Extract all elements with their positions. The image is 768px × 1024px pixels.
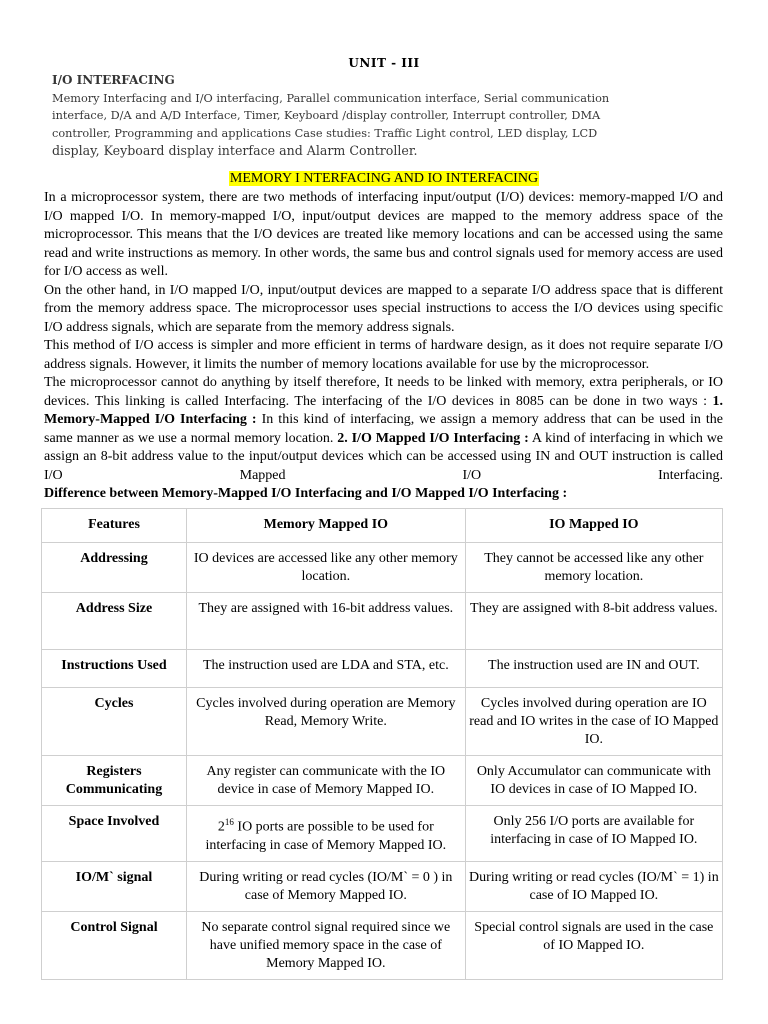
syllabus-heading: I/O INTERFACING xyxy=(52,73,175,87)
table-row xyxy=(42,650,723,688)
memory-mapped-cell: The instruction used are LDA and STA, etc. xyxy=(186,650,465,688)
memory-mapped-cell: IO devices are accessed like any other memory location. xyxy=(186,543,465,593)
paragraph-2: On the other hand, in I/O mapped I/O, input/output devices are mapped to a separate I/O address space that is different from the memory address space. The microprocessor uses special instructions to access the I/O devices using specific I/O address signals, which are separate from the memory address signals. xyxy=(44,282,723,335)
feature-cell: Instructions Used xyxy=(42,650,187,688)
paragraph-4-intro: The microprocessor cannot do anything by itself therefore, It needs to be linked with memory, extra peripherals, or IO devices. This linking is called Interfacing. The interfacing of the I/O devices in 8085 can be done in two ways : xyxy=(44,375,723,409)
syllabus-block xyxy=(52,72,642,161)
feature-cell: Control Signal xyxy=(42,911,187,979)
paragraph-4 xyxy=(44,374,723,485)
feature-cell: Space Involved xyxy=(42,806,187,862)
table-row xyxy=(42,911,723,979)
io-mapped-term: 2. I/O Mapped I/O Interfacing : xyxy=(337,430,529,446)
memory-mapped-cell xyxy=(186,806,465,862)
header-io-mapped: IO Mapped IO xyxy=(465,509,722,543)
feature-cell: Cycles xyxy=(42,688,187,756)
io-mapped-desc: A kind of interfacing in which we assign an 8-bit address value to the input/output devices which can be accessed using IN and OUT instruction is called I/O Mapped I/O Interfacing. xyxy=(44,430,724,483)
paragraph-1: In a microprocessor system, there are two methods of interfacing input/output (I/O) devices: memory-mapped I/O and I/O mapped I/O. In memory-mapped I/O, input/output devices are mapped to the memory address space of the microprocessor. This means that the I/O devices are treated like memory locations and can be accessed using the same read and write instructions as memory. In other words, the same bus and control signals used for memory access are used for I/O access as well. xyxy=(44,190,723,279)
io-mapped-cell: The instruction used are IN and OUT. xyxy=(465,650,722,688)
header-memory-mapped: Memory Mapped IO xyxy=(186,509,465,543)
io-mapped-cell: Only Accumulator can communicate with IO devices in case of IO Mapped IO. xyxy=(465,756,722,806)
memory-mapped-cell: Any register can communicate with the IO device in case of Memory Mapped IO. xyxy=(186,756,465,806)
memory-mapped-cell: Cycles involved during operation are Memory Read, Memory Write. xyxy=(186,688,465,756)
unit-title: UNIT - III xyxy=(348,56,420,70)
table-row xyxy=(42,593,723,650)
syllabus-text: Memory Interfacing and I/O interfacing, Parallel communication interface, Serial communication interface, D/A and A/D Interface, Timer, Keyboard /display controller, Interrupt controller, DMA controller, Programming and applications Case studies: Traffic Light control, LED display, LCD xyxy=(52,91,610,140)
io-mapped-cell: During writing or read cycles (IO/M` = 1) in case of IO Mapped IO. xyxy=(465,861,722,911)
table-row xyxy=(42,688,723,756)
memory-mapped-cell: No separate control signal required since we have unified memory space in the case of Memory Mapped IO. xyxy=(186,911,465,979)
section-title-highlight: MEMORY I NTERFACING AND IO INTERFACING xyxy=(229,171,539,186)
paragraph-3: This method of I/O access is simpler and more efficient in terms of hardware design, as it does not require separate I/O address signals. However, it limits the number of memory locations available for use by the microprocessor. xyxy=(44,338,723,372)
feature-cell: IO/M` signal xyxy=(42,861,187,911)
io-mapped-cell: Cycles involved during operation are IO read and IO writes in the case of IO Mapped IO. xyxy=(465,688,722,756)
difference-heading: Difference between Memory-Mapped I/O Interfacing and I/O Mapped I/O Interfacing : xyxy=(44,486,568,501)
power-base: 2 xyxy=(217,819,225,835)
section-title xyxy=(0,170,768,188)
io-mapped-cell: Special control signals are used in the case of IO Mapped IO. xyxy=(465,911,722,979)
header-features: Features xyxy=(42,509,187,543)
memory-mapped-ports-text: IO ports are possible to be used for interfacing in case of Memory Mapped IO. xyxy=(205,819,447,853)
comparison-table xyxy=(41,508,723,980)
table-row xyxy=(42,756,723,806)
power-exponent: 16 xyxy=(224,817,234,827)
feature-cell: Addressing xyxy=(42,543,187,593)
feature-cell: Registers Communicating xyxy=(42,756,187,806)
memory-mapped-cell: During writing or read cycles (IO/M` = 0 ) in case of Memory Mapped IO. xyxy=(186,861,465,911)
table-header-row xyxy=(42,509,723,543)
body-text xyxy=(44,189,723,504)
io-mapped-cell: They cannot be accessed like any other memory location. xyxy=(465,543,722,593)
memory-mapped-term: 1. Memory-Mapped I/O Interfacing : xyxy=(44,393,723,427)
memory-mapped-desc: In this kind of interfacing, we assign a memory address that can be used in the same manner as we use a normal memory location. xyxy=(44,412,723,446)
memory-mapped-cell: They are assigned with 16-bit address values. xyxy=(186,593,465,650)
io-mapped-cell: They are assigned with 8-bit address values. xyxy=(465,593,722,650)
syllabus-last-line: display, Keyboard display interface and Alarm Controller. xyxy=(52,143,418,158)
io-mapped-cell: Only 256 I/O ports are available for interfacing in case of IO Mapped IO. xyxy=(465,806,722,862)
table-row xyxy=(42,806,723,862)
table-row xyxy=(42,543,723,593)
feature-cell: Address Size xyxy=(42,593,187,650)
table-row xyxy=(42,861,723,911)
